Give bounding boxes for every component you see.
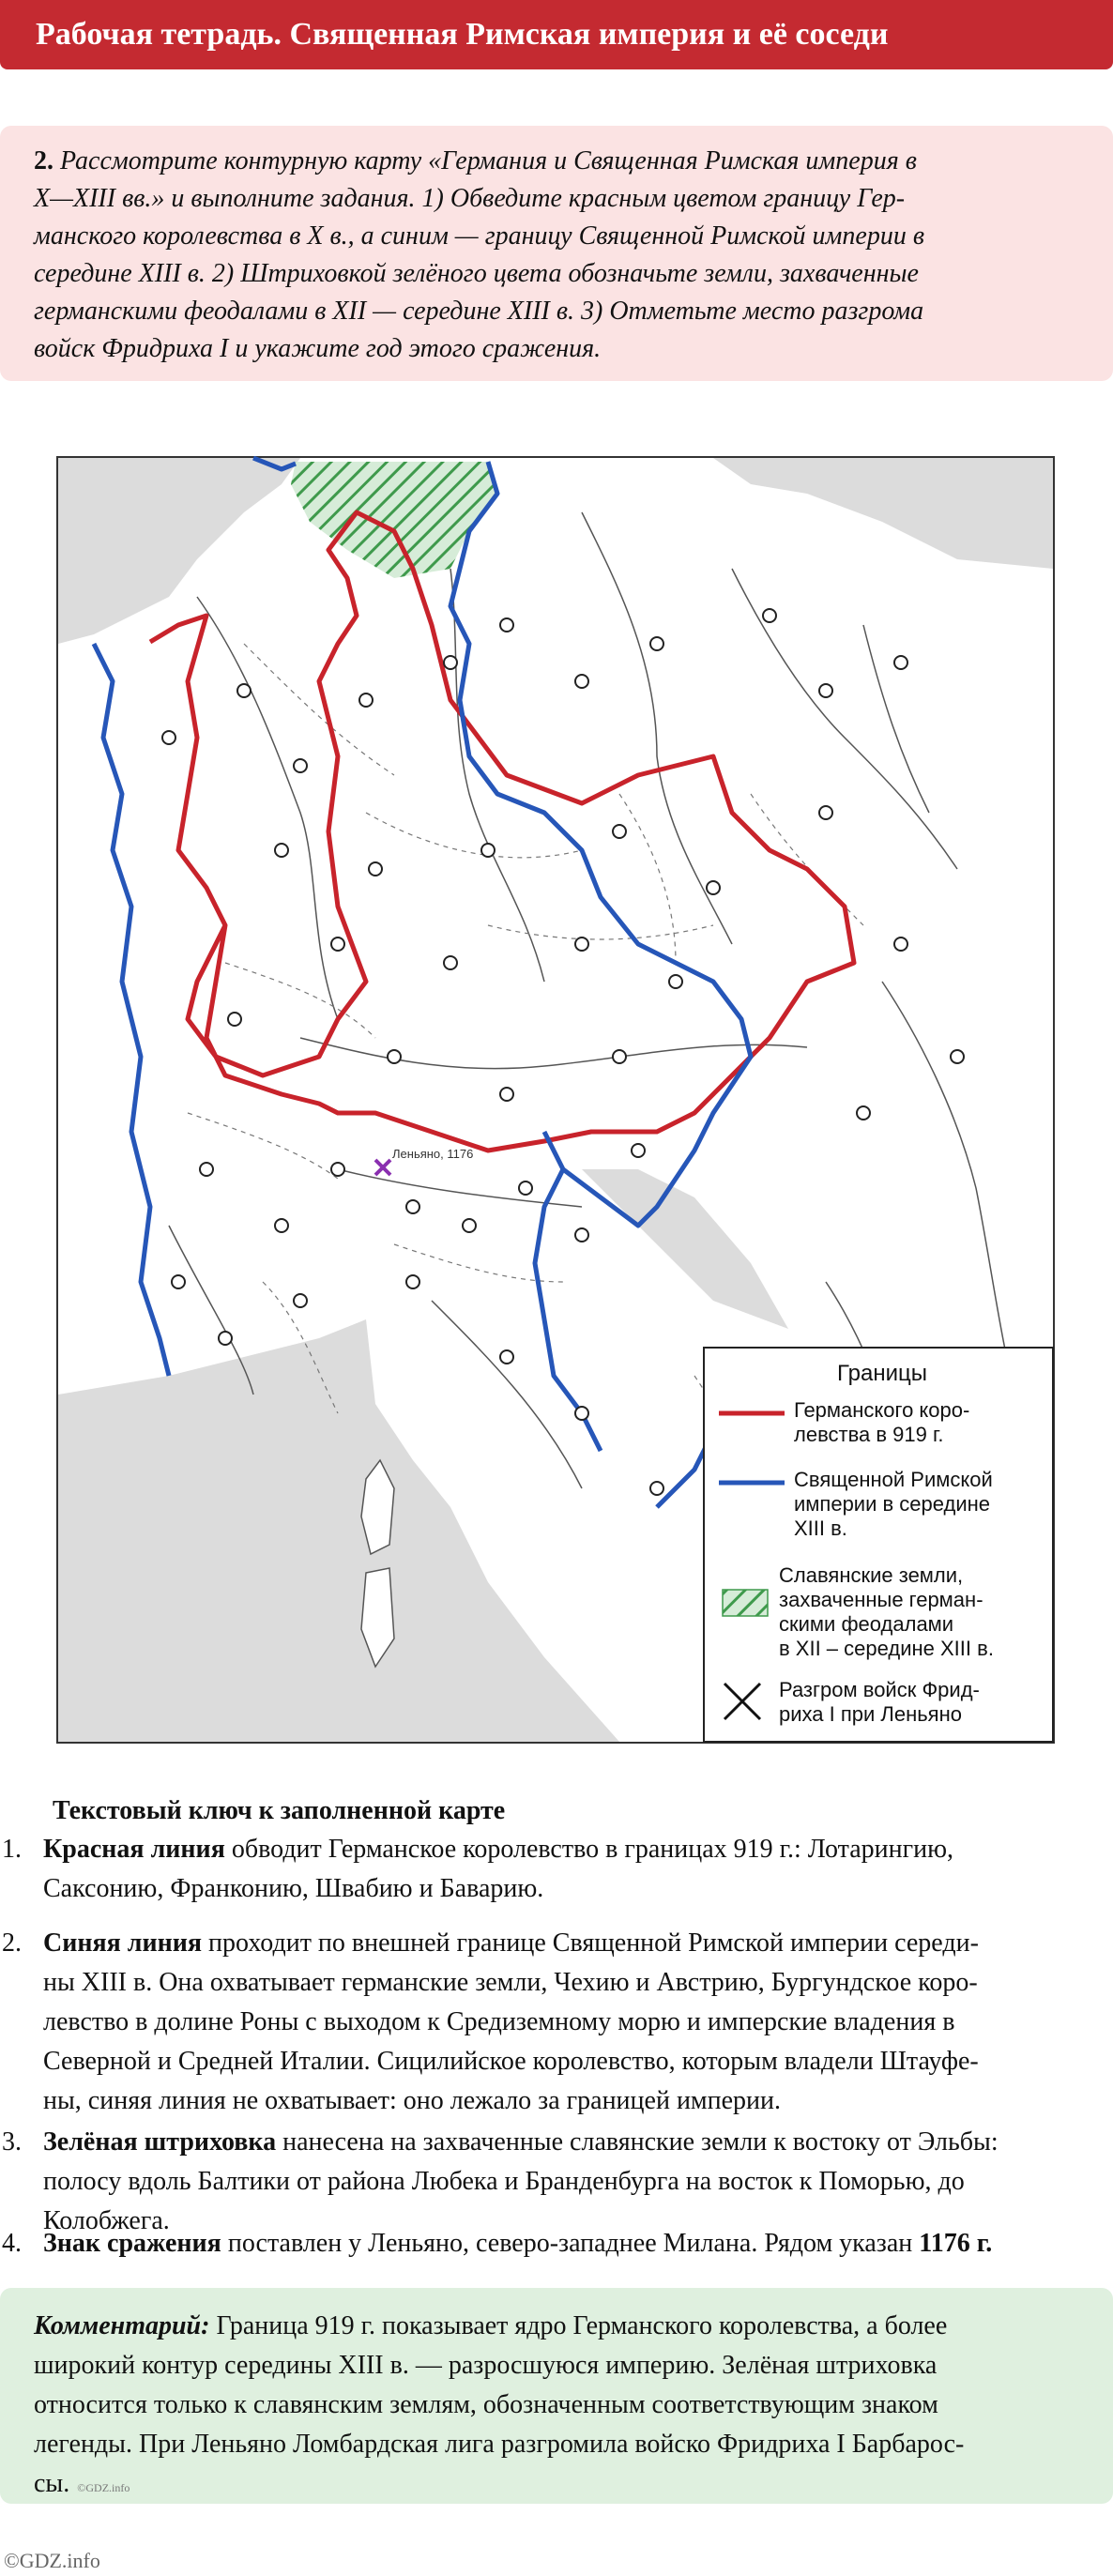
key-title: Текстовый ключ к заполненной карте xyxy=(53,1796,506,1825)
legend-green-text-4: в XII – середине XIII в. xyxy=(779,1637,994,1660)
key-item-number: 3. xyxy=(2,2127,22,2157)
task-line-1: 2. Рассмотрите контурную карту «Германия и Священная Римская империя в xyxy=(34,146,917,175)
legend-blue-text-1: Священной Римской xyxy=(794,1468,993,1491)
key-item-number: 4. xyxy=(2,2229,22,2258)
comment-watermark: ©GDZ.info xyxy=(77,2481,130,2494)
legend-blue-text-3: XIII в. xyxy=(794,1517,847,1540)
task-block xyxy=(0,126,1113,381)
legend-green-text-3: скими феодалами xyxy=(779,1612,954,1636)
key-item-2: 2. Синяя линия проходит по внешней границе Священной Римской империи середи- ны XIII в. Она охватывает германские земли, Чехию и Австрию, Бургундское коро- левство в долине Роны с выходом к Средиземному морю и имперские владения в Северной и Средней Италии. Сицилийское королевство, которым владели Штауфе- ны, синяя линия не охватывает: оно лежало за границей империи. xyxy=(0,1924,1113,2121)
page-title: Рабочая тетрадь. Священная Римская империя и её соседи xyxy=(36,17,889,52)
key-item-1: 1. Красная линия обводит Германское королевство в границах 919 г.: Лотарингию, Саксонию, Франконию, Швабию и Баварию. xyxy=(0,1830,1113,1909)
key-item-bold: Синяя линия xyxy=(43,1928,203,1958)
legend-green-text-1: Славянские земли, xyxy=(779,1563,964,1587)
task-line-2: X—XIII вв.» и выполните задания. 1) Обведите красным цветом границу Гер- xyxy=(34,184,906,213)
legend-green-text-2: захваченные герман- xyxy=(779,1588,983,1611)
task-line-3: манского королевства в X в., а синим — границу Священной Римской империи в xyxy=(34,221,924,251)
legend-cross-text-2: риха I при Леньяно xyxy=(779,1702,962,1726)
map-svg xyxy=(56,456,1055,1744)
battle-label: Леньяно, 1176 xyxy=(392,1147,474,1161)
key-item-4: 4. Знак сражения поставлен у Леньяно, северо-западнее Милана. Рядом указан 1176 г. xyxy=(0,2224,1113,2264)
key-item-number: 2. xyxy=(2,1928,22,1958)
task-line-5: германскими феодалами в XII — середине XIII в. 3) Отметьте место разгрома xyxy=(34,297,924,326)
task-line-6: войск Фридриха I и укажите год этого сражения. xyxy=(34,334,602,363)
comment-label: Комментарий: xyxy=(34,2311,210,2340)
legend-red-text-1: Германского коро- xyxy=(794,1398,970,1422)
legend-red-text-2: левства в 919 г. xyxy=(794,1423,944,1446)
contour-map xyxy=(56,456,1055,1744)
task-number: 2. xyxy=(34,146,53,175)
key-item-3: 3. Зелёная штриховка нанесена на захваченные славянские земли к востоку от Эльбы: полосу вдоль Балтики от района Любека и Бранденбурга на восток к Поморью, до Колобжега. xyxy=(0,2123,1113,2241)
legend-blue-text-2: империи в середине xyxy=(794,1492,991,1516)
legend-green-swatch xyxy=(723,1590,768,1616)
battle-year: 1176 г. xyxy=(919,2229,993,2258)
key-item-bold: Знак сражения xyxy=(43,2229,221,2258)
key-item-number: 1. xyxy=(2,1835,22,1864)
page-header xyxy=(0,0,1113,69)
key-item-bold: Красная линия xyxy=(43,1835,225,1864)
comment-block: Комментарий: Граница 919 г. показывает ядро Германского королевства, а более широкий контур середины XIII в. — разросшуюся империю. Зелёная штриховка относится только к славянским землям, обозначенным соответствующим знаком легенды. При Леньяно Ломбардская лига разгромила войско Фридриха I Барбарос- сы. ©GDZ.info xyxy=(0,2288,1113,2504)
footer-copyright: ©GDZ.info xyxy=(4,2549,100,2572)
legend-cross-text-1: Разгром войск Фрид- xyxy=(779,1678,980,1701)
task-line-4: середине XIII в. 2) Штриховкой зелёного цвета обозначьте земли, захваченные xyxy=(34,259,919,288)
legend-title: Границы xyxy=(837,1361,927,1386)
map-legend xyxy=(704,1348,1053,1742)
key-item-bold: Зелёная штриховка xyxy=(43,2127,277,2157)
